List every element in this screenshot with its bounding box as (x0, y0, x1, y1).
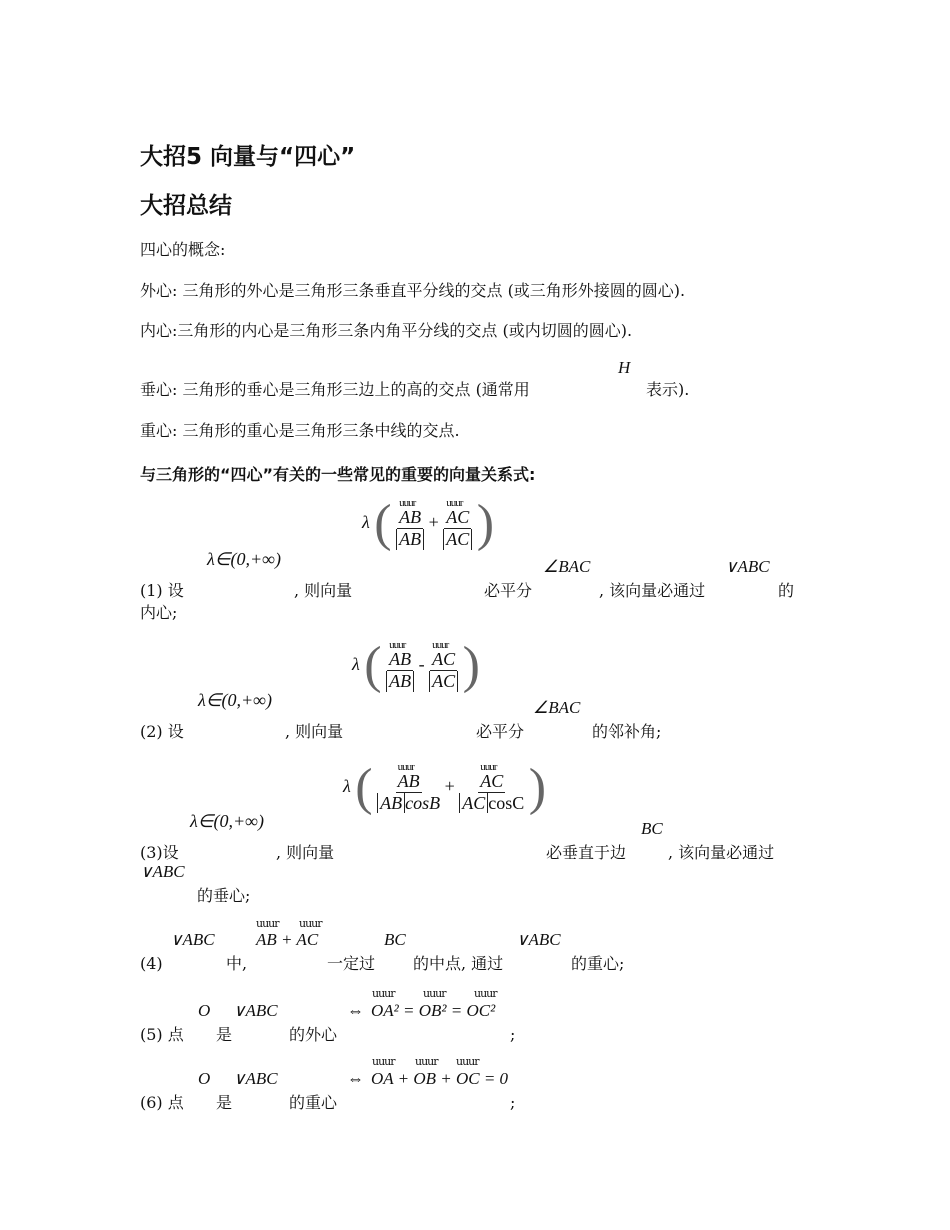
fraction-ab-cos: uuur AB AB cosB (377, 763, 440, 814)
item2-text1: (2) 设 (140, 722, 184, 741)
item3-text5: 的垂心; (197, 886, 251, 905)
item2-text2: , 则向量 (285, 722, 344, 741)
concept-orthocenter-end: 表示). (646, 380, 690, 399)
item3-text4: , 该向量必通过 (668, 843, 775, 862)
item1-text2: , 则向量 (294, 581, 353, 600)
vector-arrow-6a: uuur (372, 1055, 395, 1068)
concept-heading: 四心的概念: (140, 240, 226, 259)
item4-text1: (4) (140, 954, 163, 973)
lambda-condition-3: λ∈(0,+∞) (190, 811, 264, 831)
triangle-1: ∨ABC (725, 557, 770, 576)
fraction-ab-1: uuur AB AB (396, 499, 424, 550)
section-title: 大招总结 (140, 193, 232, 219)
item1-text4: , 该向量必通过 (599, 581, 706, 600)
vector-arrow-4b: uuur (299, 917, 322, 930)
fraction-ab-2: uuur AB AB (386, 641, 414, 692)
page-title: 大招5 向量与“四心” (140, 144, 356, 170)
item4-text5: 的重心; (571, 954, 625, 973)
item1-text3: 必平分 (484, 581, 533, 600)
vector-arrow-5b: uuur (423, 987, 446, 1000)
point-6: O (198, 1069, 211, 1088)
vector-arrow-6b: uuur (415, 1055, 438, 1068)
equation-5: OA² = OB² = OC² (371, 1001, 496, 1020)
concept-orthocenter: 垂心: 三角形的垂心是三角形三边上的高的交点 (通常用 (140, 380, 530, 399)
fraction-ac-cos: uuur AC AC cosC (459, 763, 524, 814)
item4-text3: 一定过 (327, 954, 376, 973)
triangle-4b: ∨ABC (516, 930, 561, 949)
lambda-condition-2: λ∈(0,+∞) (198, 690, 272, 710)
side-4: BC (384, 930, 406, 949)
item3-text1: (3)设 (140, 843, 179, 862)
vector-arrow-5a: uuur (372, 987, 395, 1000)
item4-text2: 中, (226, 954, 248, 973)
triangle-5: ∨ABC (233, 1001, 278, 1020)
formula-3: λ ( uuur AB AB cosB + uuur AC AC cosC ) (343, 759, 547, 816)
triangle-6: ∨ABC (233, 1069, 278, 1088)
item2-text3: 必平分 (476, 722, 525, 741)
vector-sum-4: AB + AC (256, 930, 319, 949)
formula-1: λ ( uuur AB AB + uuur AC AC ) (362, 495, 495, 552)
item3-text2: , 则向量 (276, 843, 335, 862)
vector-arrow-4a: uuur (256, 917, 279, 930)
formula-2: λ ( uuur AB AB - uuur AC AC ) (352, 637, 480, 694)
triangle-4: ∨ABC (170, 930, 215, 949)
item1-text1: (1) 设 (140, 581, 184, 600)
point-5: O (198, 1001, 211, 1020)
item3-text3: 必垂直于边 (546, 843, 627, 862)
equation-6: OA + OB + OC = 0 (371, 1069, 509, 1088)
relations-heading: 与三角形的“四心”有关的一些常见的重要的向量关系式: (140, 465, 536, 484)
item1-text5: 的 (778, 581, 795, 600)
item6-text2: 是 (216, 1093, 233, 1112)
triangle-3: ∨ABC (140, 862, 185, 881)
item1-text6: 内心; (140, 603, 178, 622)
item5-text4: ; (510, 1025, 516, 1044)
vector-arrow-5c: uuur (474, 987, 497, 1000)
fraction-ac-2: uuur AC AC (429, 641, 458, 692)
angle-1: ∠BAC (543, 557, 591, 576)
side-3: BC (641, 819, 663, 838)
item5-text3: 的外心 (289, 1025, 338, 1044)
item5-text1: (5) 点 (140, 1025, 184, 1044)
item2-text4: 的邻补角; (592, 722, 662, 741)
item4-text4: 的中点, 通过 (413, 954, 504, 973)
iff-6: ⇔ (347, 1069, 364, 1088)
concept-centroid: 重心: 三角形的重心是三角形三条中线的交点. (140, 421, 460, 440)
item6-text4: ; (510, 1093, 516, 1112)
concept-circumcenter: 外心: 三角形的外心是三角形三条垂直平分线的交点 (或三角形外接圆的圆心). (140, 281, 686, 300)
item5-text2: 是 (216, 1025, 233, 1044)
orthocenter-symbol: H (618, 358, 631, 377)
concept-incenter: 内心:三角形的内心是三角形三条内角平分线的交点 (或内切圆的圆心). (140, 321, 633, 340)
fraction-ac-1: uuur AC AC (443, 499, 472, 550)
item6-text3: 的重心 (289, 1093, 338, 1112)
iff-5: ⇔ (347, 1001, 364, 1020)
lambda-condition-1: λ∈(0,+∞) (207, 549, 281, 569)
vector-arrow-6c: uuur (456, 1055, 479, 1068)
item6-text1: (6) 点 (140, 1093, 184, 1112)
angle-2: ∠BAC (533, 698, 581, 717)
